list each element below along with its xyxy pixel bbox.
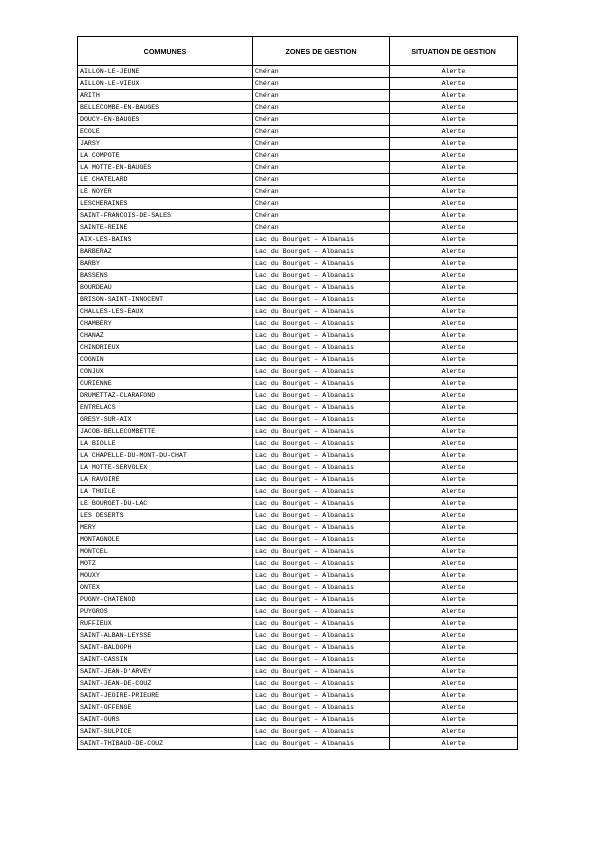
situation-cell: Alerte <box>390 726 518 738</box>
table-row <box>78 282 518 294</box>
table-row <box>78 582 518 594</box>
zone-cell: Chéran <box>253 150 390 162</box>
commune-cell: CHANAZ <box>78 330 253 342</box>
table-row <box>78 114 518 126</box>
commune-cell: LES DESERTS <box>78 510 253 522</box>
situation-cell: Alerte <box>390 342 518 354</box>
commune-cell: SAINT-OURS <box>78 714 253 726</box>
zone-cell: Lac du Bourget - Albanais <box>253 294 390 306</box>
zone-cell: Lac du Bourget - Albanais <box>253 558 390 570</box>
situation-cell: Alerte <box>390 570 518 582</box>
situation-cell: Alerte <box>390 618 518 630</box>
commune-cell: LA RAVOIRE <box>78 474 253 486</box>
zone-cell: Chéran <box>253 90 390 102</box>
situation-cell: Alerte <box>390 438 518 450</box>
commune-cell: LA BIOLLE <box>78 438 253 450</box>
commune-cell: RUFFIEUX <box>78 618 253 630</box>
situation-cell: Alerte <box>390 378 518 390</box>
commune-cell: JARSY <box>78 138 253 150</box>
commune-cell: GRESY-SUR-AIX <box>78 414 253 426</box>
commune-cell: SAINTE-REINE <box>78 222 253 234</box>
zone-cell: Lac du Bourget - Albanais <box>253 618 390 630</box>
situation-cell: Alerte <box>390 222 518 234</box>
situation-cell: Alerte <box>390 138 518 150</box>
zone-cell: Chéran <box>253 114 390 126</box>
situation-cell: Alerte <box>390 486 518 498</box>
table-row <box>78 534 518 546</box>
commune-cell: SAINT-CASSIN <box>78 654 253 666</box>
table-row <box>78 102 518 114</box>
table-row <box>78 186 518 198</box>
table-row <box>78 246 518 258</box>
commune-cell: SAINT-OFFENGE <box>78 702 253 714</box>
zone-cell: Lac du Bourget - Albanais <box>253 666 390 678</box>
situation-cell: Alerte <box>390 546 518 558</box>
situation-cell: Alerte <box>390 474 518 486</box>
zone-cell: Chéran <box>253 102 390 114</box>
table-row <box>78 390 518 402</box>
table-row <box>78 342 518 354</box>
zone-cell: Lac du Bourget - Albanais <box>253 438 390 450</box>
zone-cell: Lac du Bourget - Albanais <box>253 402 390 414</box>
situation-cell: Alerte <box>390 330 518 342</box>
commune-cell: AILLON-LE-JEUNE <box>78 66 253 78</box>
table-row <box>78 378 518 390</box>
commune-cell: LE BOURGET-DU-LAC <box>78 498 253 510</box>
commune-cell: LA MOTTE-SERVOLEX <box>78 462 253 474</box>
situation-cell: Alerte <box>390 642 518 654</box>
situation-cell: Alerte <box>390 174 518 186</box>
table-row <box>78 402 518 414</box>
situation-cell: Alerte <box>390 414 518 426</box>
table-row <box>78 558 518 570</box>
situation-cell: Alerte <box>390 78 518 90</box>
situation-cell: Alerte <box>390 654 518 666</box>
table-row <box>78 450 518 462</box>
commune-cell: SAINT-BALDOPH <box>78 642 253 654</box>
zone-cell: Lac du Bourget - Albanais <box>253 234 390 246</box>
commune-cell: MOUXY <box>78 570 253 582</box>
table-row <box>78 426 518 438</box>
commune-cell: ECOLE <box>78 126 253 138</box>
table-row <box>78 174 518 186</box>
zone-cell: Lac du Bourget - Albanais <box>253 378 390 390</box>
commune-cell: SAINT-ALBAN-LEYSSE <box>78 630 253 642</box>
zone-cell: Chéran <box>253 66 390 78</box>
zone-cell: Lac du Bourget - Albanais <box>253 738 390 750</box>
table-row <box>78 318 518 330</box>
situation-cell: Alerte <box>390 462 518 474</box>
zone-cell: Chéran <box>253 138 390 150</box>
commune-cell: CHAMBERY <box>78 318 253 330</box>
zone-cell: Lac du Bourget - Albanais <box>253 570 390 582</box>
zone-cell: Lac du Bourget - Albanais <box>253 546 390 558</box>
situation-cell: Alerte <box>390 90 518 102</box>
situation-cell: Alerte <box>390 354 518 366</box>
situation-cell: Alerte <box>390 306 518 318</box>
situation-cell: Alerte <box>390 558 518 570</box>
zone-cell: Lac du Bourget - Albanais <box>253 306 390 318</box>
zone-cell: Lac du Bourget - Albanais <box>253 330 390 342</box>
table-row <box>78 306 518 318</box>
situation-cell: Alerte <box>390 606 518 618</box>
commune-cell: LA THUILE <box>78 486 253 498</box>
situation-cell: Alerte <box>390 498 518 510</box>
zone-cell: Lac du Bourget - Albanais <box>253 510 390 522</box>
zone-cell: Lac du Bourget - Albanais <box>253 426 390 438</box>
situation-cell: Alerte <box>390 282 518 294</box>
situation-cell: Alerte <box>390 450 518 462</box>
table-row <box>78 198 518 210</box>
communes-table <box>77 36 518 750</box>
commune-cell: MOTZ <box>78 558 253 570</box>
situation-cell: Alerte <box>390 210 518 222</box>
zone-cell: Lac du Bourget - Albanais <box>253 450 390 462</box>
situation-cell: Alerte <box>390 534 518 546</box>
situation-cell: Alerte <box>390 714 518 726</box>
situation-cell: Alerte <box>390 234 518 246</box>
zone-cell: Lac du Bourget - Albanais <box>253 390 390 402</box>
commune-cell: LA MOTTE-EN-BAUGES <box>78 162 253 174</box>
commune-cell: ONTEX <box>78 582 253 594</box>
table-row <box>78 474 518 486</box>
situation-cell: Alerte <box>390 66 518 78</box>
situation-cell: Alerte <box>390 102 518 114</box>
situation-cell: Alerte <box>390 630 518 642</box>
commune-cell: COGNIN <box>78 354 253 366</box>
zone-cell: Lac du Bourget - Albanais <box>253 414 390 426</box>
commune-cell: SAINT-SULPICE <box>78 726 253 738</box>
commune-cell: SAINT-JEAN-D'ARVEY <box>78 666 253 678</box>
table-row <box>78 330 518 342</box>
table-row <box>78 522 518 534</box>
zone-cell: Lac du Bourget - Albanais <box>253 282 390 294</box>
commune-cell: SAINT-FRANCOIS-DE-SALES <box>78 210 253 222</box>
commune-cell: LA COMPOTE <box>78 150 253 162</box>
table-row <box>78 366 518 378</box>
commune-cell: BRISON-SAINT-INNOCENT <box>78 294 253 306</box>
zone-cell: Chéran <box>253 210 390 222</box>
table-row <box>78 690 518 702</box>
zone-cell: Lac du Bourget - Albanais <box>253 246 390 258</box>
table-row <box>78 678 518 690</box>
table-row <box>78 738 518 750</box>
table-row <box>78 594 518 606</box>
header-communes: COMMUNES <box>78 37 253 66</box>
zone-cell: Lac du Bourget - Albanais <box>253 522 390 534</box>
commune-cell: LA CHAPELLE-DU-MONT-DU-CHAT <box>78 450 253 462</box>
zone-cell: Lac du Bourget - Albanais <box>253 486 390 498</box>
zone-cell: Lac du Bourget - Albanais <box>253 678 390 690</box>
table-row <box>78 546 518 558</box>
header-situation-de-gestion: SITUATION DE GESTION <box>390 37 518 66</box>
situation-cell: Alerte <box>390 186 518 198</box>
commune-cell: AIX-LES-BAINS <box>78 234 253 246</box>
table-row <box>78 630 518 642</box>
commune-cell: MONTCEL <box>78 546 253 558</box>
table-row <box>78 90 518 102</box>
table-row <box>78 222 518 234</box>
situation-cell: Alerte <box>390 678 518 690</box>
table-row <box>78 162 518 174</box>
zone-cell: Lac du Bourget - Albanais <box>253 366 390 378</box>
table-row <box>78 510 518 522</box>
situation-cell: Alerte <box>390 510 518 522</box>
zone-cell: Lac du Bourget - Albanais <box>253 594 390 606</box>
situation-cell: Alerte <box>390 294 518 306</box>
table-row <box>78 294 518 306</box>
zone-cell: Lac du Bourget - Albanais <box>253 474 390 486</box>
table-row <box>78 486 518 498</box>
zone-cell: Lac du Bourget - Albanais <box>253 642 390 654</box>
zone-cell: Lac du Bourget - Albanais <box>253 654 390 666</box>
commune-cell: BOURDEAU <box>78 282 253 294</box>
zone-cell: Lac du Bourget - Albanais <box>253 702 390 714</box>
zone-cell: Lac du Bourget - Albanais <box>253 582 390 594</box>
zone-cell: Lac du Bourget - Albanais <box>253 342 390 354</box>
situation-cell: Alerte <box>390 390 518 402</box>
table-row <box>78 126 518 138</box>
zone-cell: Lac du Bourget - Albanais <box>253 690 390 702</box>
situation-cell: Alerte <box>390 198 518 210</box>
table-body <box>78 66 518 750</box>
table-row <box>78 606 518 618</box>
commune-cell: ARITH <box>78 90 253 102</box>
commune-cell: SAINT-THIBAUD-DE-COUZ <box>78 738 253 750</box>
commune-cell: PUGNY-CHATENOD <box>78 594 253 606</box>
commune-cell: CHALLES-LES-EAUX <box>78 306 253 318</box>
table-row <box>78 138 518 150</box>
situation-cell: Alerte <box>390 246 518 258</box>
table-row <box>78 150 518 162</box>
header-row <box>78 37 518 66</box>
commune-cell: CONJUX <box>78 366 253 378</box>
table-row <box>78 618 518 630</box>
commune-cell: BARBY <box>78 258 253 270</box>
situation-cell: Alerte <box>390 162 518 174</box>
situation-cell: Alerte <box>390 150 518 162</box>
zone-cell: Lac du Bourget - Albanais <box>253 354 390 366</box>
table-row <box>78 462 518 474</box>
zone-cell: Chéran <box>253 174 390 186</box>
zone-cell: Lac du Bourget - Albanais <box>253 270 390 282</box>
zone-cell: Chéran <box>253 162 390 174</box>
zone-cell: Lac du Bourget - Albanais <box>253 630 390 642</box>
commune-cell: BARBERAZ <box>78 246 253 258</box>
commune-cell: JACOB-BELLECOMBETTE <box>78 426 253 438</box>
header-zones-de-gestion: ZONES DE GESTION <box>253 37 390 66</box>
situation-cell: Alerte <box>390 594 518 606</box>
zone-cell: Chéran <box>253 126 390 138</box>
commune-cell: CURIENNE <box>78 378 253 390</box>
commune-cell: AILLON-LE-VIEUX <box>78 78 253 90</box>
situation-cell: Alerte <box>390 426 518 438</box>
situation-cell: Alerte <box>390 126 518 138</box>
zone-cell: Chéran <box>253 186 390 198</box>
commune-cell: CHINDRIEUX <box>78 342 253 354</box>
table-row <box>78 702 518 714</box>
situation-cell: Alerte <box>390 318 518 330</box>
zone-cell: Lac du Bourget - Albanais <box>253 258 390 270</box>
situation-cell: Alerte <box>390 738 518 750</box>
table-row <box>78 258 518 270</box>
commune-cell: MONTAGNOLE <box>78 534 253 546</box>
table-row <box>78 498 518 510</box>
table-row <box>78 438 518 450</box>
table-row <box>78 78 518 90</box>
commune-cell: SAINT-JEOIRE-PRIEURE <box>78 690 253 702</box>
commune-cell: DOUCY-EN-BAUGES <box>78 114 253 126</box>
table-row <box>78 66 518 78</box>
table-row <box>78 270 518 282</box>
situation-cell: Alerte <box>390 366 518 378</box>
situation-cell: Alerte <box>390 522 518 534</box>
zone-cell: Lac du Bourget - Albanais <box>253 498 390 510</box>
zone-cell: Lac du Bourget - Albanais <box>253 726 390 738</box>
table-row <box>78 642 518 654</box>
commune-cell: LESCHERAINES <box>78 198 253 210</box>
commune-cell: BELLECOMBE-EN-BAUGES <box>78 102 253 114</box>
commune-cell: MERY <box>78 522 253 534</box>
table-row <box>78 210 518 222</box>
zone-cell: Lac du Bourget - Albanais <box>253 318 390 330</box>
commune-cell: ENTRELACS <box>78 402 253 414</box>
zone-cell: Lac du Bourget - Albanais <box>253 462 390 474</box>
commune-cell: LE NOYER <box>78 186 253 198</box>
table-row <box>78 414 518 426</box>
commune-cell: BASSENS <box>78 270 253 282</box>
table-row <box>78 570 518 582</box>
zone-cell: Lac du Bourget - Albanais <box>253 714 390 726</box>
table-row <box>78 666 518 678</box>
zone-cell: Chéran <box>253 78 390 90</box>
commune-cell: LE CHATELARD <box>78 174 253 186</box>
situation-cell: Alerte <box>390 666 518 678</box>
table-row <box>78 714 518 726</box>
table-row <box>78 354 518 366</box>
table-row <box>78 234 518 246</box>
table-row <box>78 726 518 738</box>
table-row <box>78 654 518 666</box>
zone-cell: Chéran <box>253 198 390 210</box>
zone-cell: Lac du Bourget - Albanais <box>253 606 390 618</box>
commune-cell: PUYGROS <box>78 606 253 618</box>
table-header <box>78 37 518 66</box>
commune-cell: DRUMETTAZ-CLARAFOND <box>78 390 253 402</box>
situation-cell: Alerte <box>390 258 518 270</box>
situation-cell: Alerte <box>390 582 518 594</box>
commune-cell: SAINT-JEAN-DE-COUZ <box>78 678 253 690</box>
situation-cell: Alerte <box>390 690 518 702</box>
zone-cell: Chéran <box>253 222 390 234</box>
situation-cell: Alerte <box>390 702 518 714</box>
zone-cell: Lac du Bourget - Albanais <box>253 534 390 546</box>
situation-cell: Alerte <box>390 402 518 414</box>
situation-cell: Alerte <box>390 114 518 126</box>
situation-cell: Alerte <box>390 270 518 282</box>
